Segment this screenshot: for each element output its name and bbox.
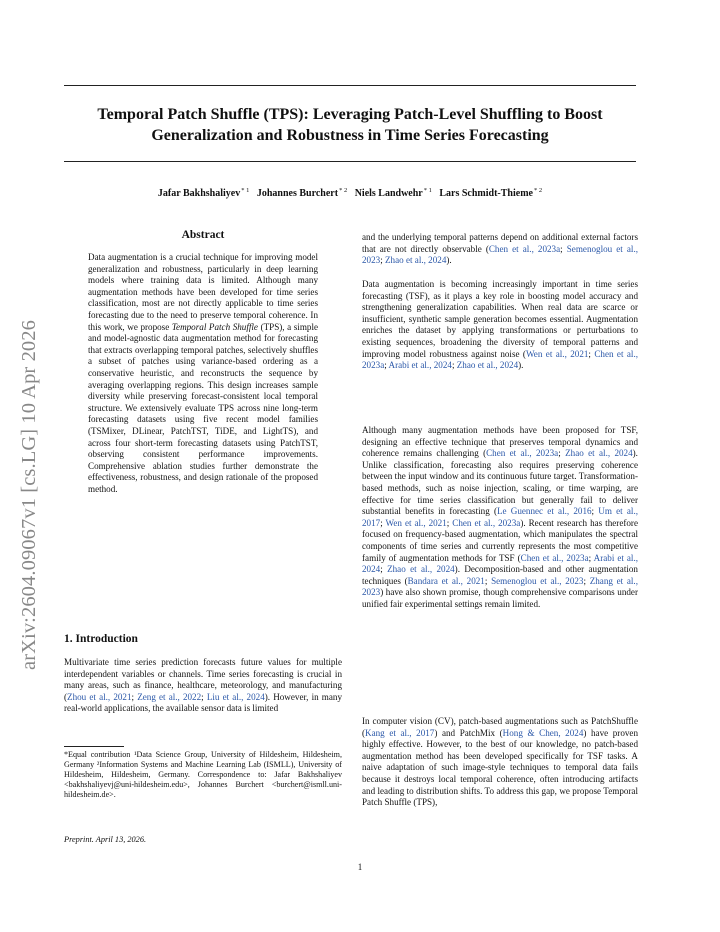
paragraph-text: ; [588,552,594,563]
footnote-rule [64,746,124,747]
citation-link[interactable]: Semenoglou et al., 2023 [362,243,638,266]
citation-link[interactable]: Zhao et al., 2024 [565,448,633,459]
paragraph-text: ). Decomposition-based and other augmentation techniques ( [362,564,638,586]
citation-link[interactable]: Chen et al., 2023a [452,517,521,528]
paragraph-text: ; [591,506,599,517]
right-paragraph-4 [362,716,638,809]
right-paragraph-1 [362,232,638,267]
author-name: Lars Schmidt-Thieme [439,188,533,199]
paragraph-text: ; [583,575,590,586]
citation-link[interactable]: Chen et al., 2023a [488,243,561,254]
paragraph-text: ; [380,517,386,528]
citation-link[interactable]: Arabi et al., 2024 [388,360,452,371]
citation-link[interactable]: Le Guennec et al., 2016 [496,506,592,517]
author-affiliation-marks: * 1 [241,187,250,194]
citation-link[interactable]: Zeng et al., 2022 [137,691,202,702]
citation-link[interactable]: Um et al., 2017 [362,506,638,528]
method-name: Temporal Patch Shuffle [171,321,258,332]
paragraph-text: ). [518,360,524,371]
citation-link[interactable]: Zhao et al., 2024 [387,564,455,575]
paragraph-text: ; [131,691,138,702]
paragraph-text: ). However, in many real-world applications, the available sensor data is limited [64,691,342,714]
paragraph-text: ; [380,255,385,266]
footnote: *Equal contribution ¹Data Science Group, University of Hildesheim, Hildesheim, Germany ²Information Systems and Machine Learning Lab (ISMLL), University of Hildesheim, Hildesheim, Germany. Correspondence to: Jafar Bakhshaliyev <bakhshaliyevj@uni-hildesheim.edu>, Johannes Burchert <burchert@ismll.uni-hildesheim.de>. [64,750,342,799]
citation-link[interactable]: Wen et al., 2021 [525,348,589,359]
citation-link[interactable]: Hong & Chen, 2024 [502,727,584,738]
author-affiliation-marks: * 2 [339,187,348,194]
preprint-date: Preprint. April 13, 2026. [64,835,147,844]
title-top-rule [64,85,636,86]
paragraph-text: ; [560,243,567,254]
abstract-text-part: Data augmentation is a crucial technique for improving model generalization and robustness, particularly in deep learning models where training data is limited. Although many augmentation methods have been developed for time series classification, most are not directly applicable to time series forecasting due to the need to preserve temporal coherence. In this work, we propose [88,252,318,332]
right-paragraph-3 [362,425,638,611]
citation-link[interactable]: Semenoglou et al., 2023 [491,575,584,586]
title-bottom-rule [64,161,636,162]
abstract-heading: Abstract [181,229,225,241]
paragraph-text: ) and PatchMix ( [434,727,503,738]
paragraph-text: Data augmentation is becoming increasingly important in time series forecasting (TSF), as it plays a key role in boosting model accuracy and strengthening generalization capabilities. When real data are scarce or insufficient, synthetic sample generation becomes essential. Augmentation enriches the dataset by applying transformations or perturbations to existing sequences, broadening the diversity of temporal patterns and improving model robustness against noise ( [362,279,638,359]
paragraph-text: ; [588,348,595,359]
paragraph-text: and the underlying temporal patterns depend on additional external factors that are not directly observable ( [362,232,638,254]
page-number: 1 [357,862,363,872]
citation-link[interactable]: Zhou et al., 2021 [67,691,132,702]
author-name: Niels Landwehr [354,188,423,199]
paragraph-text: Multivariate time series prediction forecasts future values for multiple interdependent variables or channels. Time series forecasting is crucial in many areas, such as finance, healthcare, meteorology, and manufacturing ( [64,657,342,702]
paper-title [64,104,636,146]
paragraph-text: ) have proven highly effective. However, to the best of our knowledge, no patch-based augmentation method has been developed specifically for TSF tasks. A naive adaptation of such image-style techniques to temporal data fails because it destroys local temporal coherence, often introducing artifacts and leading to distribution shifts. To address this gap, we propose Temporal Patch Shuffle (TPS), [362,727,638,808]
abstract-text [88,252,318,495]
author-affiliation-marks: * 2 [533,187,543,194]
right-paragraph-2 [362,279,638,372]
title-line-1: Temporal Patch Shuffle (TPS): Leveraging Patch-Level Shuffling to Boost [97,106,603,123]
author-name: Jafar Bakhshaliyev [157,188,241,199]
paragraph-text: ; [451,360,457,371]
intro-paragraph [64,657,342,715]
arxiv-side-label: arXiv:2604.09067v1 [cs.LG] 10 Apr 2026 [18,320,40,670]
citation-link[interactable]: Chen et al., 2023a [486,448,559,459]
citation-link[interactable]: Zhao et al., 2024 [385,255,447,266]
citation-link[interactable]: Kang et al., 2017 [365,727,435,738]
paragraph-text: ; [384,360,389,371]
author-list [64,187,636,199]
paragraph-text: ). [446,255,452,266]
paragraph-text: ; [484,575,492,586]
citation-link[interactable]: Zhang et al., 2023 [362,575,638,598]
citation-link[interactable]: Wen et al., 2021 [385,517,447,528]
abstract-text-part: (TPS), a simple and model-agnostic data augmentation method for forecasting that extracts overlapping temporal patches, selectively shuffles a subset of patches using variance-based ordering as a conservative heuristic, and reconstructs the sequence by averaging overlapping regions. This design increases sample diversity while preserving forecast-consistent local temporal structure. We extensively evaluate TPS across nine long-term forecasting datasets using five recent model families (TSMixer, DLinear, PatchTST, TiDE, and LightTS), and across four short-term forecasting datasets using PatchTST, observing consistent performance improvements. Comprehensive ablation studies further demonstrate the effectiveness, robustness, and design rationale of the proposed method. [88,321,319,494]
citation-link[interactable]: Bandara et al., 2021 [407,575,485,586]
author-affiliation-marks: * 1 [423,187,432,194]
paragraph-text: Although many augmentation methods have been proposed for TSF, designing an effective technique that preserves temporal dynamics and coherence remains challenging ( [362,425,638,459]
paragraph-text: ; [558,448,566,459]
paragraph-text: ; [380,564,388,575]
citation-link[interactable]: Chen et al., 2023a [362,348,638,371]
citation-link[interactable]: Arabi et al., 2024 [362,552,638,575]
title-line-2: Generalization and Robustness in Time Series Forecasting [151,127,549,144]
paragraph-text: ). Unlike classification, forecasting also requires preserving coherence between the input window and its continuous future target. Transformation-based methods, such as noise injection, scaling, or time warping, are effective for time series classification but generally fail to deliver substantial benefits in forecasting ( [362,448,638,517]
citation-link[interactable]: Chen et al., 2023a [520,552,589,563]
paragraph-text: ; [201,691,207,702]
section-heading-introduction: 1. Introduction [64,633,138,645]
paragraph-text: ) have also shown promise, though comprehensive comparisons under unified fair experimental settings remain limited. [362,587,638,609]
paragraph-text: In computer vision (CV), patch-based augmentations such as PatchShuffle ( [362,716,638,738]
author-name: Johannes Burchert [256,188,339,199]
paragraph-text: ; [446,517,453,528]
citation-link[interactable]: Liu et al., 2024 [206,691,265,702]
citation-link[interactable]: Zhao et al., 2024 [456,360,519,371]
paragraph-text: ). Recent research has therefore focused on frequency-based augmentation, which manipulates the spectral components of time series and currently represents the most competitive family of augmentation methods for TSF ( [362,517,638,563]
